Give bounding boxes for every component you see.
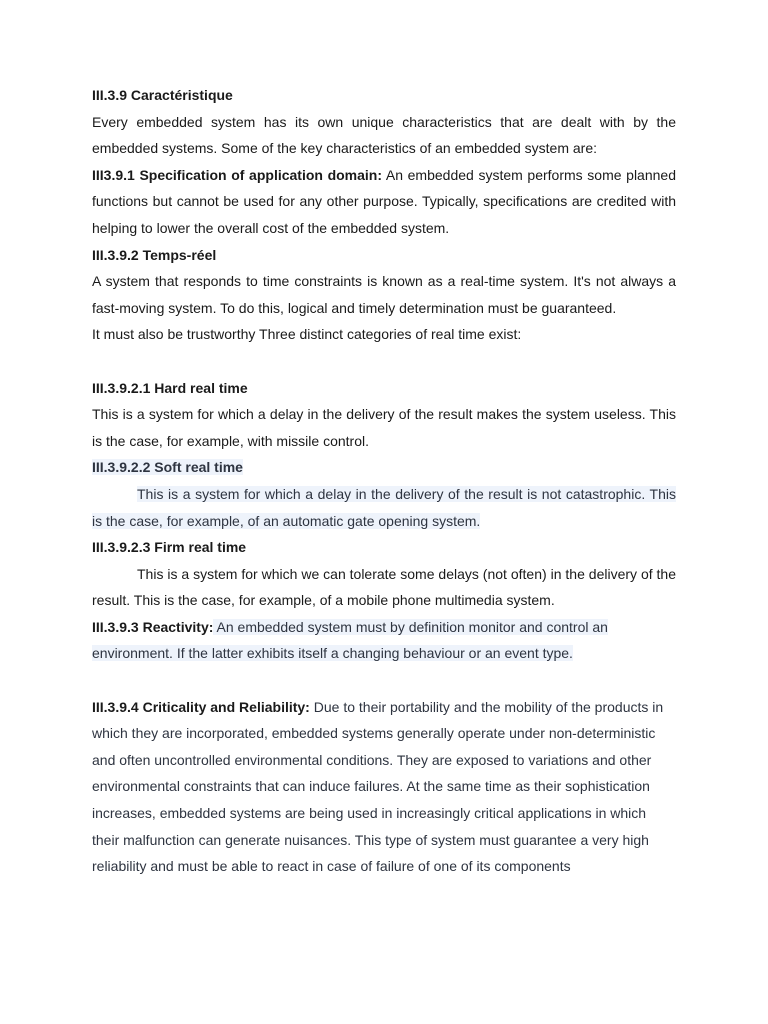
blank-line: [92, 667, 676, 694]
paragraph-3-9-2-3: This is a system for which we can tolerate some delays (not often) in the delivery of the result. This is the case, for example, of a mobile phone multimedia system.: [92, 565, 676, 609]
paragraph-3-9-2-b: It must also be trustworthy Three distinct categories of real time exist:: [92, 326, 522, 343]
paragraph-3-9-4: [92, 694, 676, 880]
heading-3-9: III.3.9 Caractéristique: [92, 87, 233, 103]
paragraph-3-9: Every embedded system has its own unique characteristics that are dealt with by the embedded systems. Some of the key characteristics of an embedded system are:: [92, 113, 676, 157]
heading-3-9-4: III.3.9.4 Criticality and Reliability:: [92, 698, 310, 715]
heading-3-9-2-3: III.3.9.2.3 Firm real time: [92, 539, 247, 556]
body-3-9-3: An embedded system must by definition monitor and control an environment. If the latter exhibits itself a changing behaviour or an event type.: [92, 618, 608, 662]
heading-3-9-2: III.3.9.2 Temps-réel: [92, 246, 217, 263]
body-3-9-4: Due to their portability and the mobility of the products in which they are incorporated, embedded systems generally operate under non-deterministic and often uncontrolled environmental conditions. They are exposed to variations and other environmental constraints that can induce failures. At the same time as their sophistication increases, embedded systems are being used in increasingly critical applications in which their malfunction can generate nuisances. This type of system must guarantee a very high reliability and must be able to react in case of failure of one of its components: [92, 698, 664, 875]
body-3-9-1: An embedded system performs some planned functions but cannot be used for any other purpose. Typically, specifications are credited with helping to lower the overall cost of the embedded system.: [92, 166, 676, 236]
paragraph-3-9-1: [92, 162, 676, 242]
paragraph-3-9-2-2: This is a system for which a delay in the delivery of the result is not catastrophic. This is the case, for example, of an automatic gate opening system.: [92, 485, 676, 529]
heading-3-9-2-2: III.3.9.2.2 Soft real time: [92, 459, 243, 476]
heading-3-9-3: III.3.9.3 Reactivity:: [92, 618, 214, 635]
heading-3-9-2-1: III.3.9.2.1 Hard real time: [92, 379, 248, 396]
heading-3-9-1: III3.9.1 Specification of application domain:: [92, 166, 383, 183]
paragraph-3-9-2-a: A system that responds to time constraints is known as a real-time system. It's not always a fast-moving system. To do this, logical and timely determination must be guaranteed.: [92, 273, 676, 316]
blank-line: [92, 348, 676, 375]
document-page: [92, 82, 676, 880]
paragraph-3-9-3: [92, 614, 676, 667]
paragraph-3-9-2-1: This is a system for which a delay in the delivery of the result makes the system useless. This is the case, for example, with missile control.: [92, 406, 676, 449]
